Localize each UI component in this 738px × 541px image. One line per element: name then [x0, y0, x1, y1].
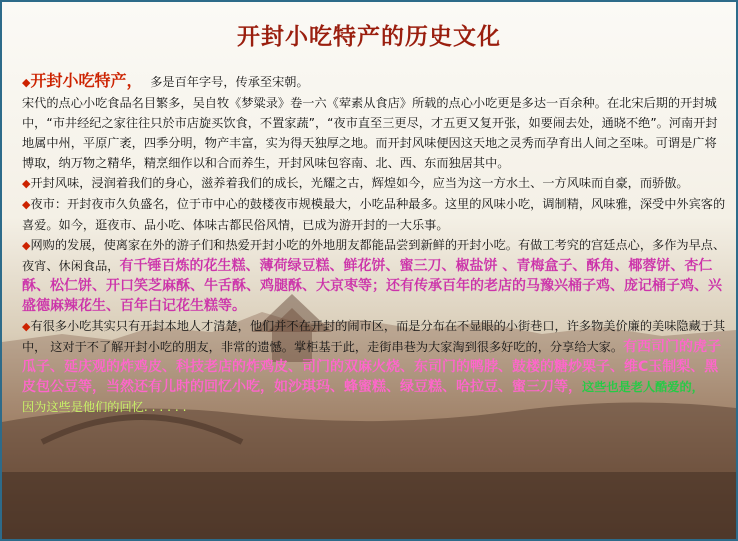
local-snack-highlight: 有西司门的虎子瓜子、延庆观的炸鸡皮、科技老店的炸鸡皮、司门的双麻火烧、东司门的鸭脖、鼓楼的糖炒栗子、维C玉制梨、黑皮包公豆等，当然还有儿时的回忆小吃，如沙琪玛、蜂蜜糕、绿豆糕、哈拉豆、蜜三刀等，: [22, 339, 722, 395]
diamond-bullet-icon: ◆: [22, 76, 31, 89]
intro-lead: 开封小吃特产，: [30, 71, 143, 90]
snack-list-highlight: 有千锤百炼的花生糕、薄荷绿豆糕、鲜花饼、蜜三刀、椒盐饼 、青梅盒子、酥角、椰蓉饼、杏仁酥、松仁饼、开口笑芝麻酥、牛舌酥、鸡腿酥、大京枣等；还有传承百年的老店的马豫兴桶子鸡、庞记桶子鸡、兴盛德麻辣花生、百年白记花生糕等。: [22, 258, 722, 314]
diamond-bullet-icon: ◆: [22, 320, 31, 333]
memory-ending: 因为这些是他们的回忆. . . . . .: [22, 400, 187, 414]
paragraph-song-history: 宋代的点心小吃食品名目繁多，吴自牧《梦粱录》卷一六《荤素从食店》所载的点心小吃更是多达一百余种。在北宋后期的开封城中，“市井经纪之家往往只於市店旋买饮食，不置家蔬”，“夜市直至三更尽，才五更又复开张，如要闹去处，通晓不绝”。河南开封地属中州，平原广袤，四季分明，物产丰富，实为得天独厚之地。而开封风味便因这天地之灵秀而孕育出人间之至味。可谓是广将博取，纳万物之精华，精烹细作以和合而养生，开封风味包容南、北、西、东而独居其中。: [22, 96, 718, 170]
article-body: [22, 71, 726, 417]
intro-text: 多是百年字号，传承至宋朝。: [150, 75, 309, 89]
paragraph-intro: [22, 71, 726, 93]
page-title: 开封小吃特产的历史文化: [237, 24, 501, 50]
diamond-bullet-icon: ◆: [22, 198, 31, 211]
paragraph-local-snacks: ◆有很多小吃其实只有开封本地人才清楚，他们并不在开封的闹市区，而是分布在不显眼的小街巷口，许多物美价廉的美味隐藏于其中， 这对于不了解开封小吃的朋友，非常的遗憾。掌柜基于此，走街串巷为大家淘到很多好吃的，分享给大家。有西司门的虎子瓜子、延庆观的炸鸡皮、科技老店的炸鸡皮、司门的双麻火烧、东司门的鸭脖、鼓楼的糖炒栗子、维C玉制梨、黑皮包公豆等，当然还有儿时的回忆小吃，如沙琪玛、蜂蜜糕、绿豆糕、哈拉豆、蜜三刀等，这些也是老人酷爱的， 因为这些是他们的回忆. . . . . .: [22, 319, 726, 414]
paragraph-night-market: ◆夜市：开封夜市久负盛名，位于市中心的鼓楼夜市规模最大，小吃品种最多。这里的风味小吃，调制精，风味雅，深受中外宾客的喜爱。如今，逛夜市、品小吃、体味古都民俗风情，已成为游开封的一大乐事。: [22, 197, 726, 232]
paragraph-flavor: ◆开封风味，浸润着我们的身心，滋养着我们的成长，光耀之古，辉煌如今，应当为这一方水土、一方风味而自豪，而骄傲。: [22, 176, 689, 190]
diamond-bullet-icon: ◆: [22, 177, 31, 190]
elder-note: 这些也是老人酷爱的，: [582, 380, 704, 394]
paragraph-online-shopping: ◆网购的发展，使离家在外的游子们和热爱开封小吃的外地朋友都能品尝到新鲜的开封小吃。有做工考究的宫廷点心，多作为早点、夜宵、休闲食品，有千锤百炼的花生糕、薄荷绿豆糕、鲜花饼、蜜三刀、椒盐饼 、青梅盒子、酥角、椰蓉饼、杏仁酥、松仁饼、开口笑芝麻酥、牛舌酥、鸡腿酥、大京枣等；还有传承百年的老店的马豫兴桶子鸡、庞记桶子鸡、兴盛德麻辣花生、百年白记花生糕等。: [22, 238, 726, 314]
diamond-bullet-icon: ◆: [22, 239, 31, 252]
